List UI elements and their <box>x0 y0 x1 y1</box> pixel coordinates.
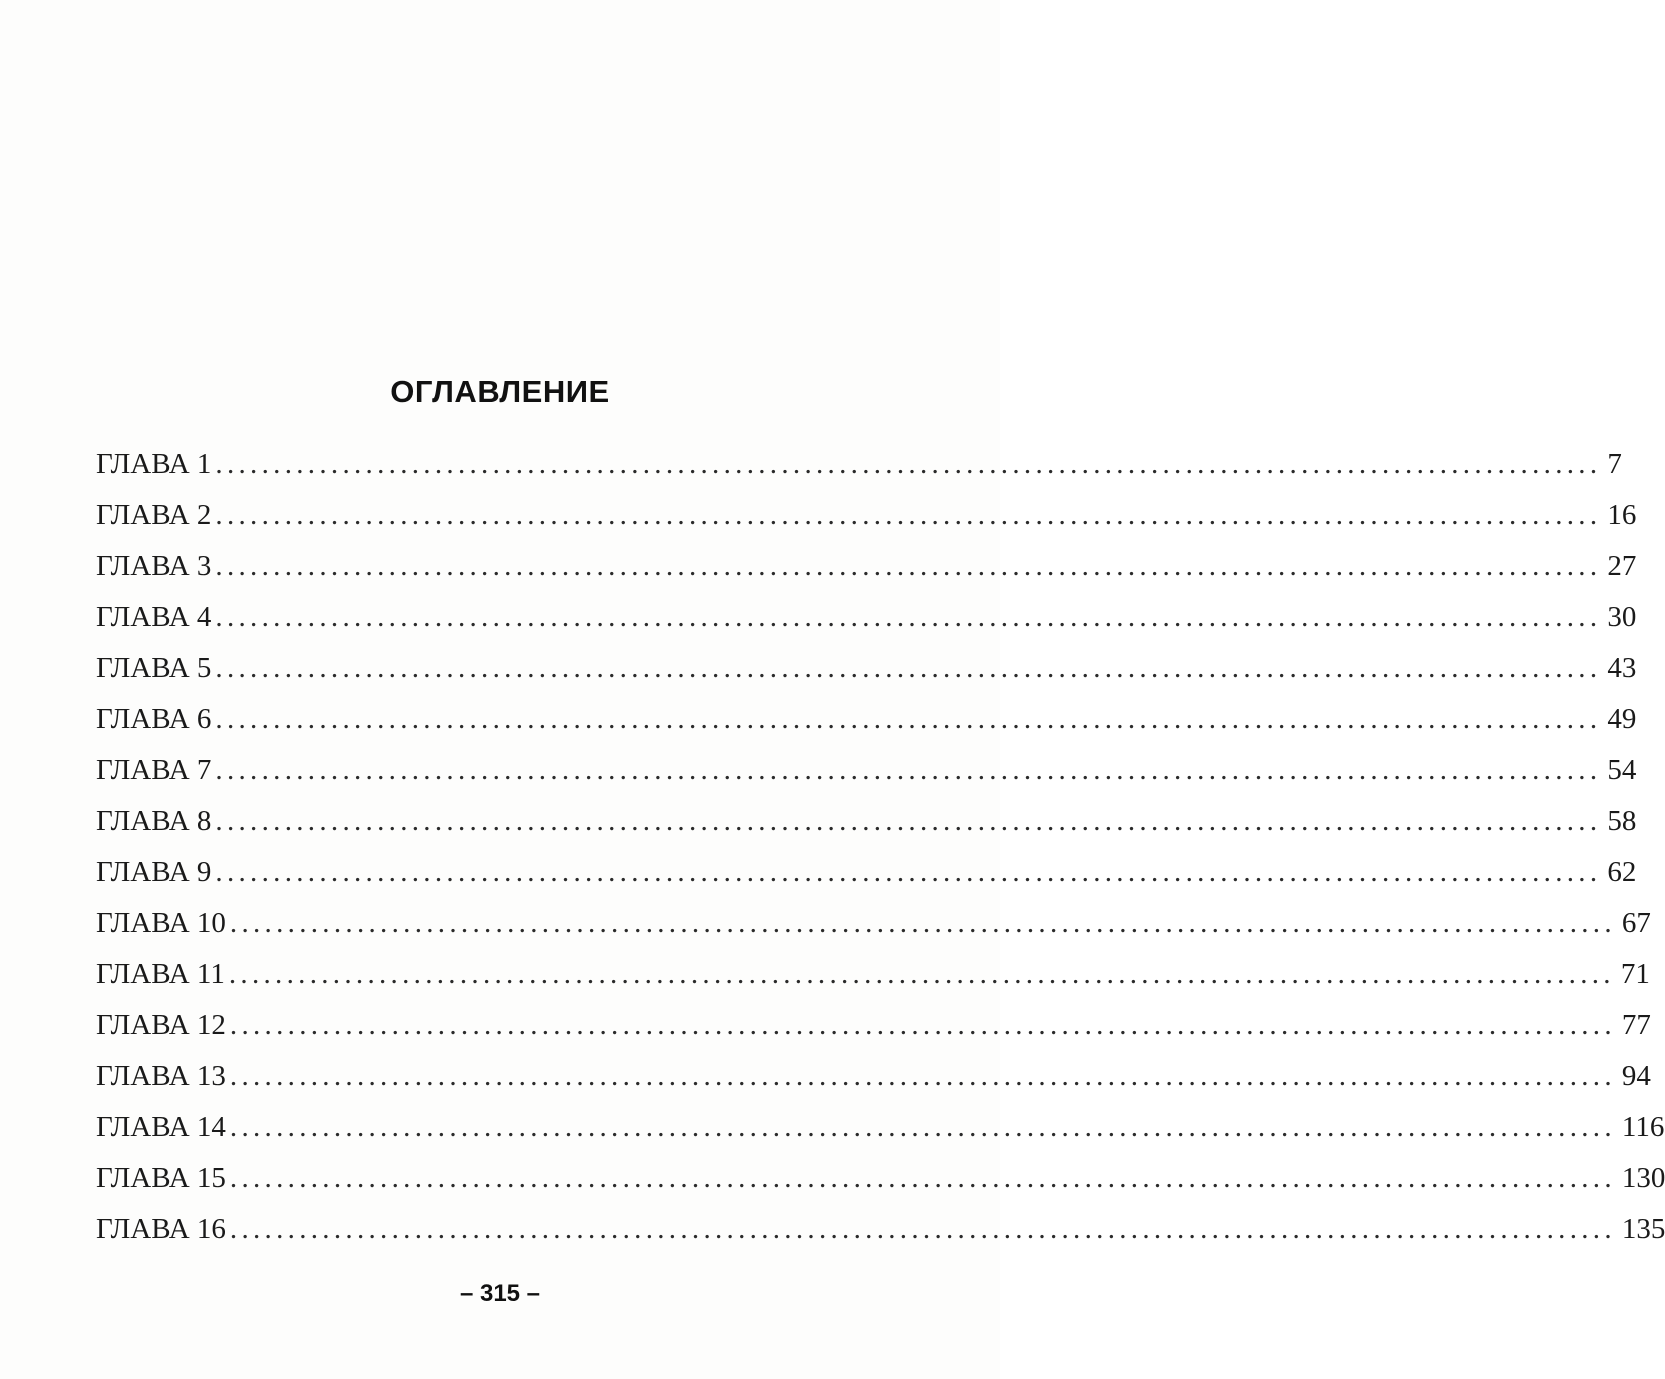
toc-entry-page: 67 <box>1621 907 1651 939</box>
toc-entry <box>96 1213 1665 1264</box>
toc-entry-page: 43 <box>1607 652 1637 684</box>
dot-leader: ........................................................................................................................ <box>228 958 1615 990</box>
toc-entry <box>96 499 1637 550</box>
toc-entry-page: 135 <box>1621 1213 1665 1245</box>
toc-entry-page: 116 <box>1621 1111 1665 1143</box>
toc-entry <box>96 958 1650 1009</box>
toc-entry-label: ГЛАВА 7 <box>96 754 212 786</box>
toc-entry <box>96 1111 1665 1162</box>
toc-entry-page: 58 <box>1607 805 1637 837</box>
dot-leader: ........................................................................................................................ <box>215 601 1602 633</box>
toc-title: ОГЛАВЛЕНИЕ <box>390 374 610 409</box>
dot-leader: ........................................................................................................................ <box>229 1009 1616 1041</box>
toc-entry-page: 30 <box>1607 601 1637 633</box>
toc-entry <box>96 856 1637 907</box>
toc-entry-page: 62 <box>1607 856 1637 888</box>
toc-list <box>96 448 1665 1264</box>
dot-leader: ........................................................................................................................ <box>215 856 1602 888</box>
toc-entry-page: 130 <box>1621 1162 1665 1194</box>
toc-entry-label: ГЛАВА 8 <box>96 805 212 837</box>
dot-leader: ........................................................................................................................ <box>229 1213 1616 1245</box>
toc-entry-label: ГЛАВА 9 <box>96 856 212 888</box>
toc-entry-label: ГЛАВА 15 <box>96 1162 226 1194</box>
dot-leader: ........................................................................................................................ <box>215 754 1602 786</box>
toc-entry <box>96 1009 1651 1060</box>
toc-entry-page: 49 <box>1607 703 1637 735</box>
toc-entry-page: 7 <box>1607 448 1622 480</box>
toc-entry-label: ГЛАВА 13 <box>96 1060 226 1092</box>
toc-entry-label: ГЛАВА 1 <box>96 448 212 480</box>
dot-leader: ........................................................................................................................ <box>215 652 1602 684</box>
dot-leader: ........................................................................................................................ <box>229 907 1616 939</box>
toc-entry <box>96 1162 1665 1213</box>
toc-entry <box>96 907 1651 958</box>
toc-entry-label: ГЛАВА 16 <box>96 1213 226 1245</box>
toc-entry-label: ГЛАВА 5 <box>96 652 212 684</box>
toc-entry <box>96 805 1637 856</box>
toc-entry <box>96 754 1637 805</box>
toc-entry-label: ГЛАВА 3 <box>96 550 212 582</box>
page-number: – 315 – <box>459 1280 541 1307</box>
toc-entry-page: 16 <box>1607 499 1637 531</box>
toc-entry-label: ГЛАВА 4 <box>96 601 212 633</box>
toc-entry <box>96 703 1637 754</box>
toc-entry-label: ГЛАВА 14 <box>96 1111 226 1143</box>
toc-entry-page: 77 <box>1621 1009 1651 1041</box>
dot-leader: ........................................................................................................................ <box>215 805 1602 837</box>
dot-leader: ........................................................................................................................ <box>229 1060 1616 1092</box>
toc-entry <box>96 550 1637 601</box>
dot-leader: ........................................................................................................................ <box>229 1111 1616 1143</box>
toc-entry-page: 71 <box>1620 958 1650 990</box>
toc-entry <box>96 601 1637 652</box>
dot-leader: ........................................................................................................................ <box>215 550 1602 582</box>
toc-entry-label: ГЛАВА 2 <box>96 499 212 531</box>
dot-leader: ........................................................................................................................ <box>215 703 1602 735</box>
toc-entry-page: 54 <box>1607 754 1637 786</box>
dot-leader: ........................................................................................................................ <box>229 1162 1616 1194</box>
toc-entry <box>96 448 1622 499</box>
toc-entry-page: 94 <box>1621 1060 1651 1092</box>
toc-entry <box>96 1060 1651 1111</box>
dot-leader: ........................................................................................................................ <box>215 499 1602 531</box>
toc-entry-page: 27 <box>1607 550 1637 582</box>
toc-entry-label: ГЛАВА 6 <box>96 703 212 735</box>
toc-entry-label: ГЛАВА 10 <box>96 907 226 939</box>
toc-entry-label: ГЛАВА 12 <box>96 1009 226 1041</box>
dot-leader: ........................................................................................................................ <box>215 448 1602 480</box>
toc-entry-label: ГЛАВА 11 <box>96 958 225 990</box>
toc-entry <box>96 652 1637 703</box>
